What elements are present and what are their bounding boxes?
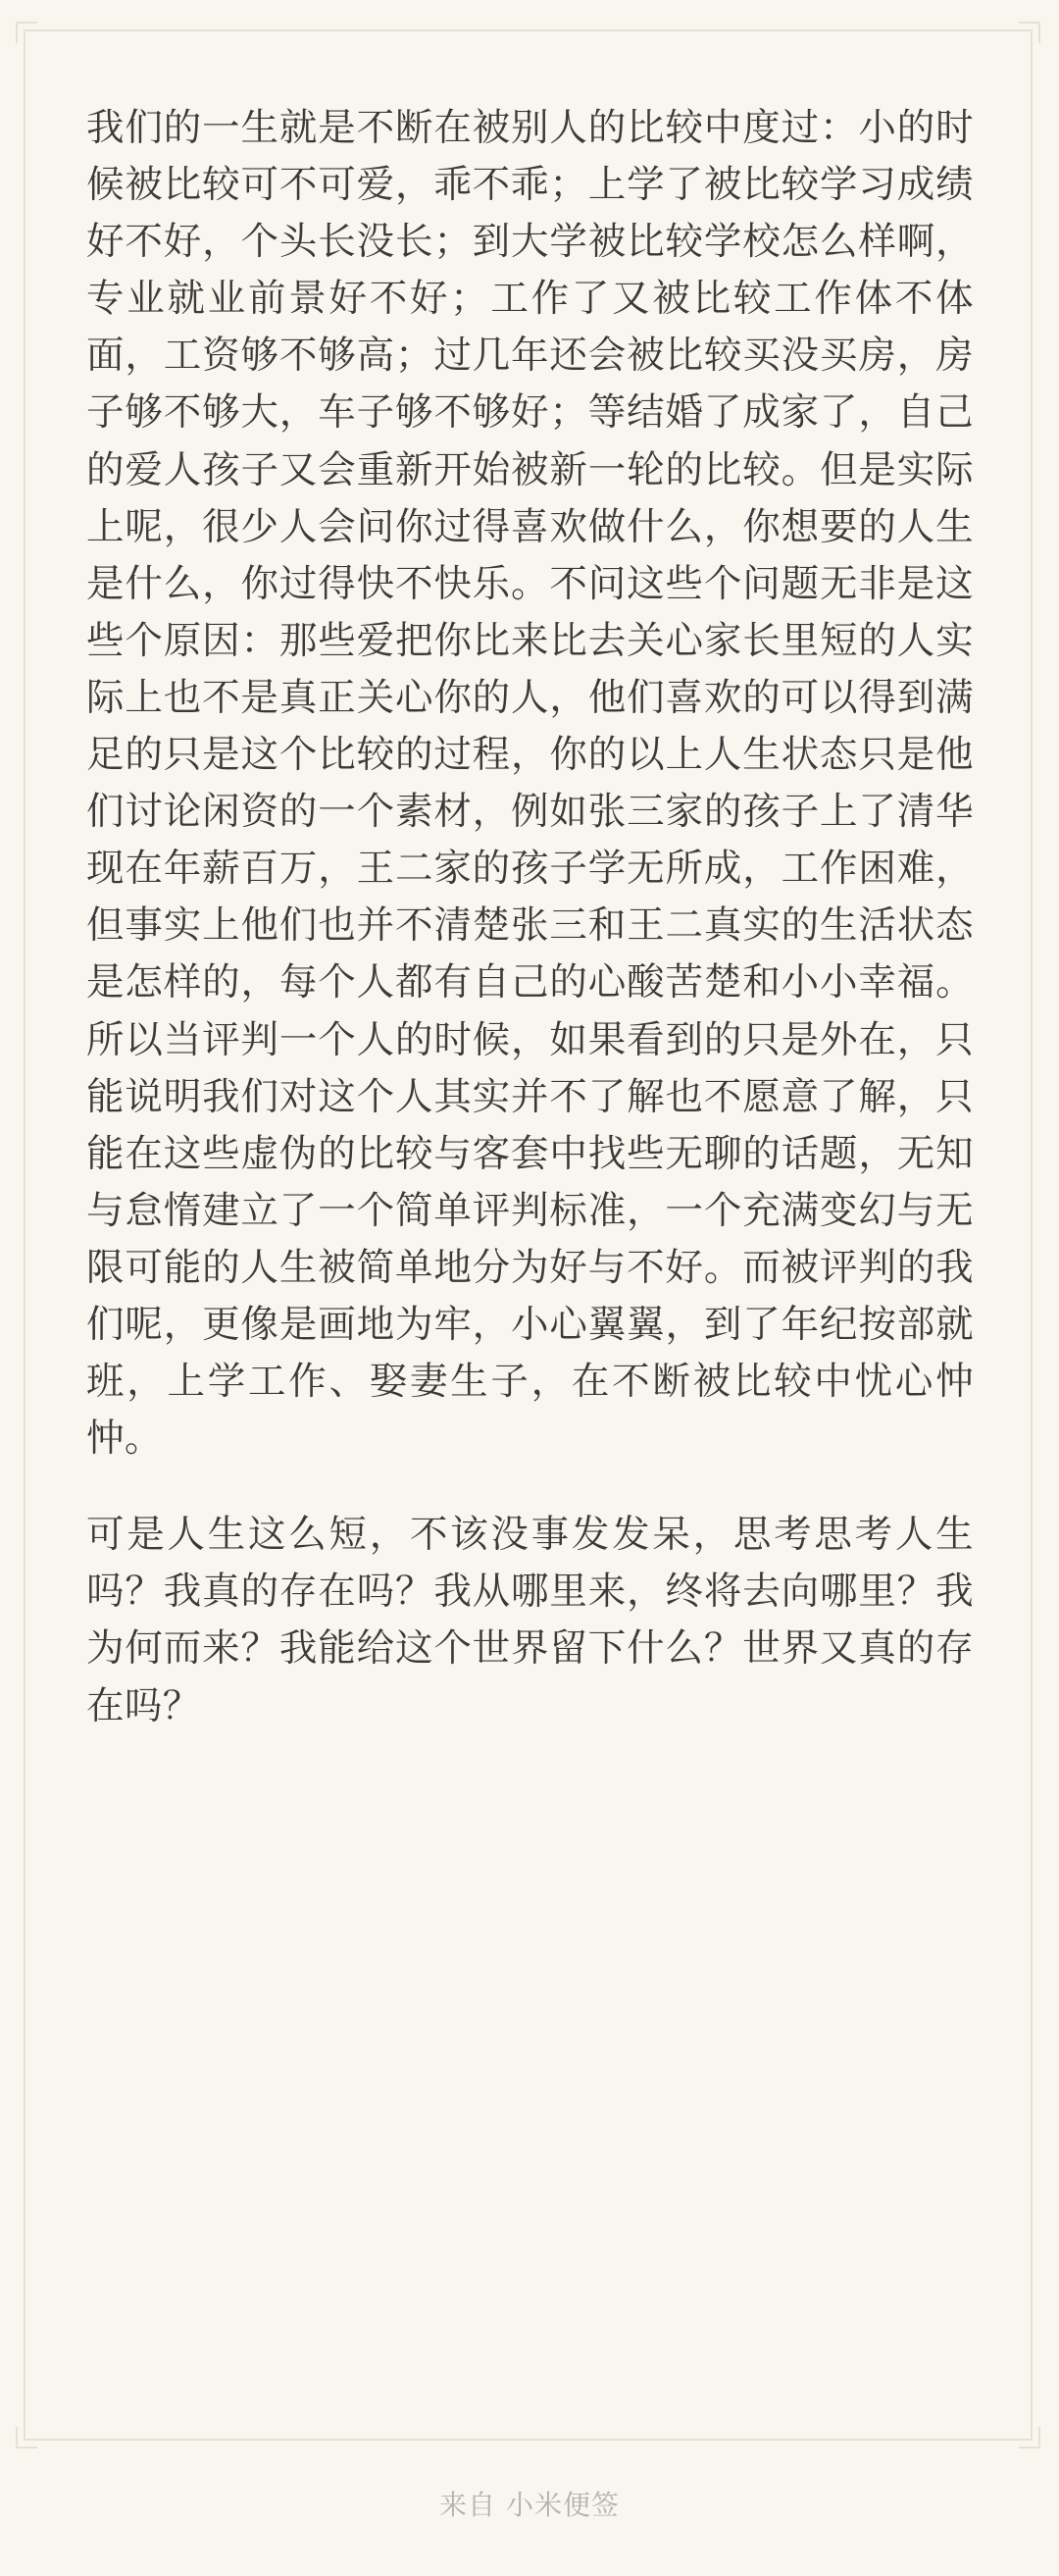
corner-ornament <box>16 22 37 43</box>
source-footer: 来自 小米便签 <box>439 2489 620 2521</box>
corner-ornament <box>1019 22 1040 43</box>
note-paragraph: 可是人生这么短，不该没事发发呆，思考思考人生吗？我真的存在吗？我从哪里来，终将去向哪里？我为何而来？我能给这个世界留下什么？世界又真的存在吗？ <box>86 1513 974 1728</box>
corner-ornament <box>16 2427 37 2448</box>
corner-ornament <box>1019 2427 1040 2448</box>
note-body <box>86 100 974 1735</box>
note-paragraph: 我们的一生就是不断在被别人的比较中度过：小的时候被比较可不可爱，乖不乖；上学了被比较学习成绩好不好，个头长没长；到大学被比较学校怎么样啊，专业就业前景好不好；工作了又被比较工作体不体面，工资够不够高；过几年还会被比较买没买房，房子够不够大，车子够不够好；等结婚了成家了，自己的爱人孩子又会重新开始被新一轮的比较。但是实际上呢，很少人会问你过得喜欢做什么，你想要的人生是什么，你过得快不快乐。不问这些个问题无非是这些个原因：那些爱把你比来比去关心家长里短的人实际上也不是真正关心你的人，他们喜欢的可以得到满足的只是这个比较的过程，你的以上人生状态只是他们讨论闲资的一个素材，例如张三家的孩子上了清华现在年薪百万，王二家的孩子学无所成，工作困难，但事实上他们也并不清楚张三和王二真实的生活状态是怎样的，每个人都有自己的心酸苦楚和小小幸福。所以当评判一个人的时候，如果看到的只是外在，只能说明我们对这个人其实并不了解也不愿意了解，只能在这些虚伪的比较与客套中找些无聊的话题，无知与怠惰建立了一个简单评判标准，一个充满变幻与无限可能的人生被简单地分为好与不好。而被评判的我们呢，更像是画地为牢，小心翼翼，到了年纪按部就班，上学工作、娶妻生子，在不断被比较中忧心忡忡。 <box>86 106 974 1462</box>
